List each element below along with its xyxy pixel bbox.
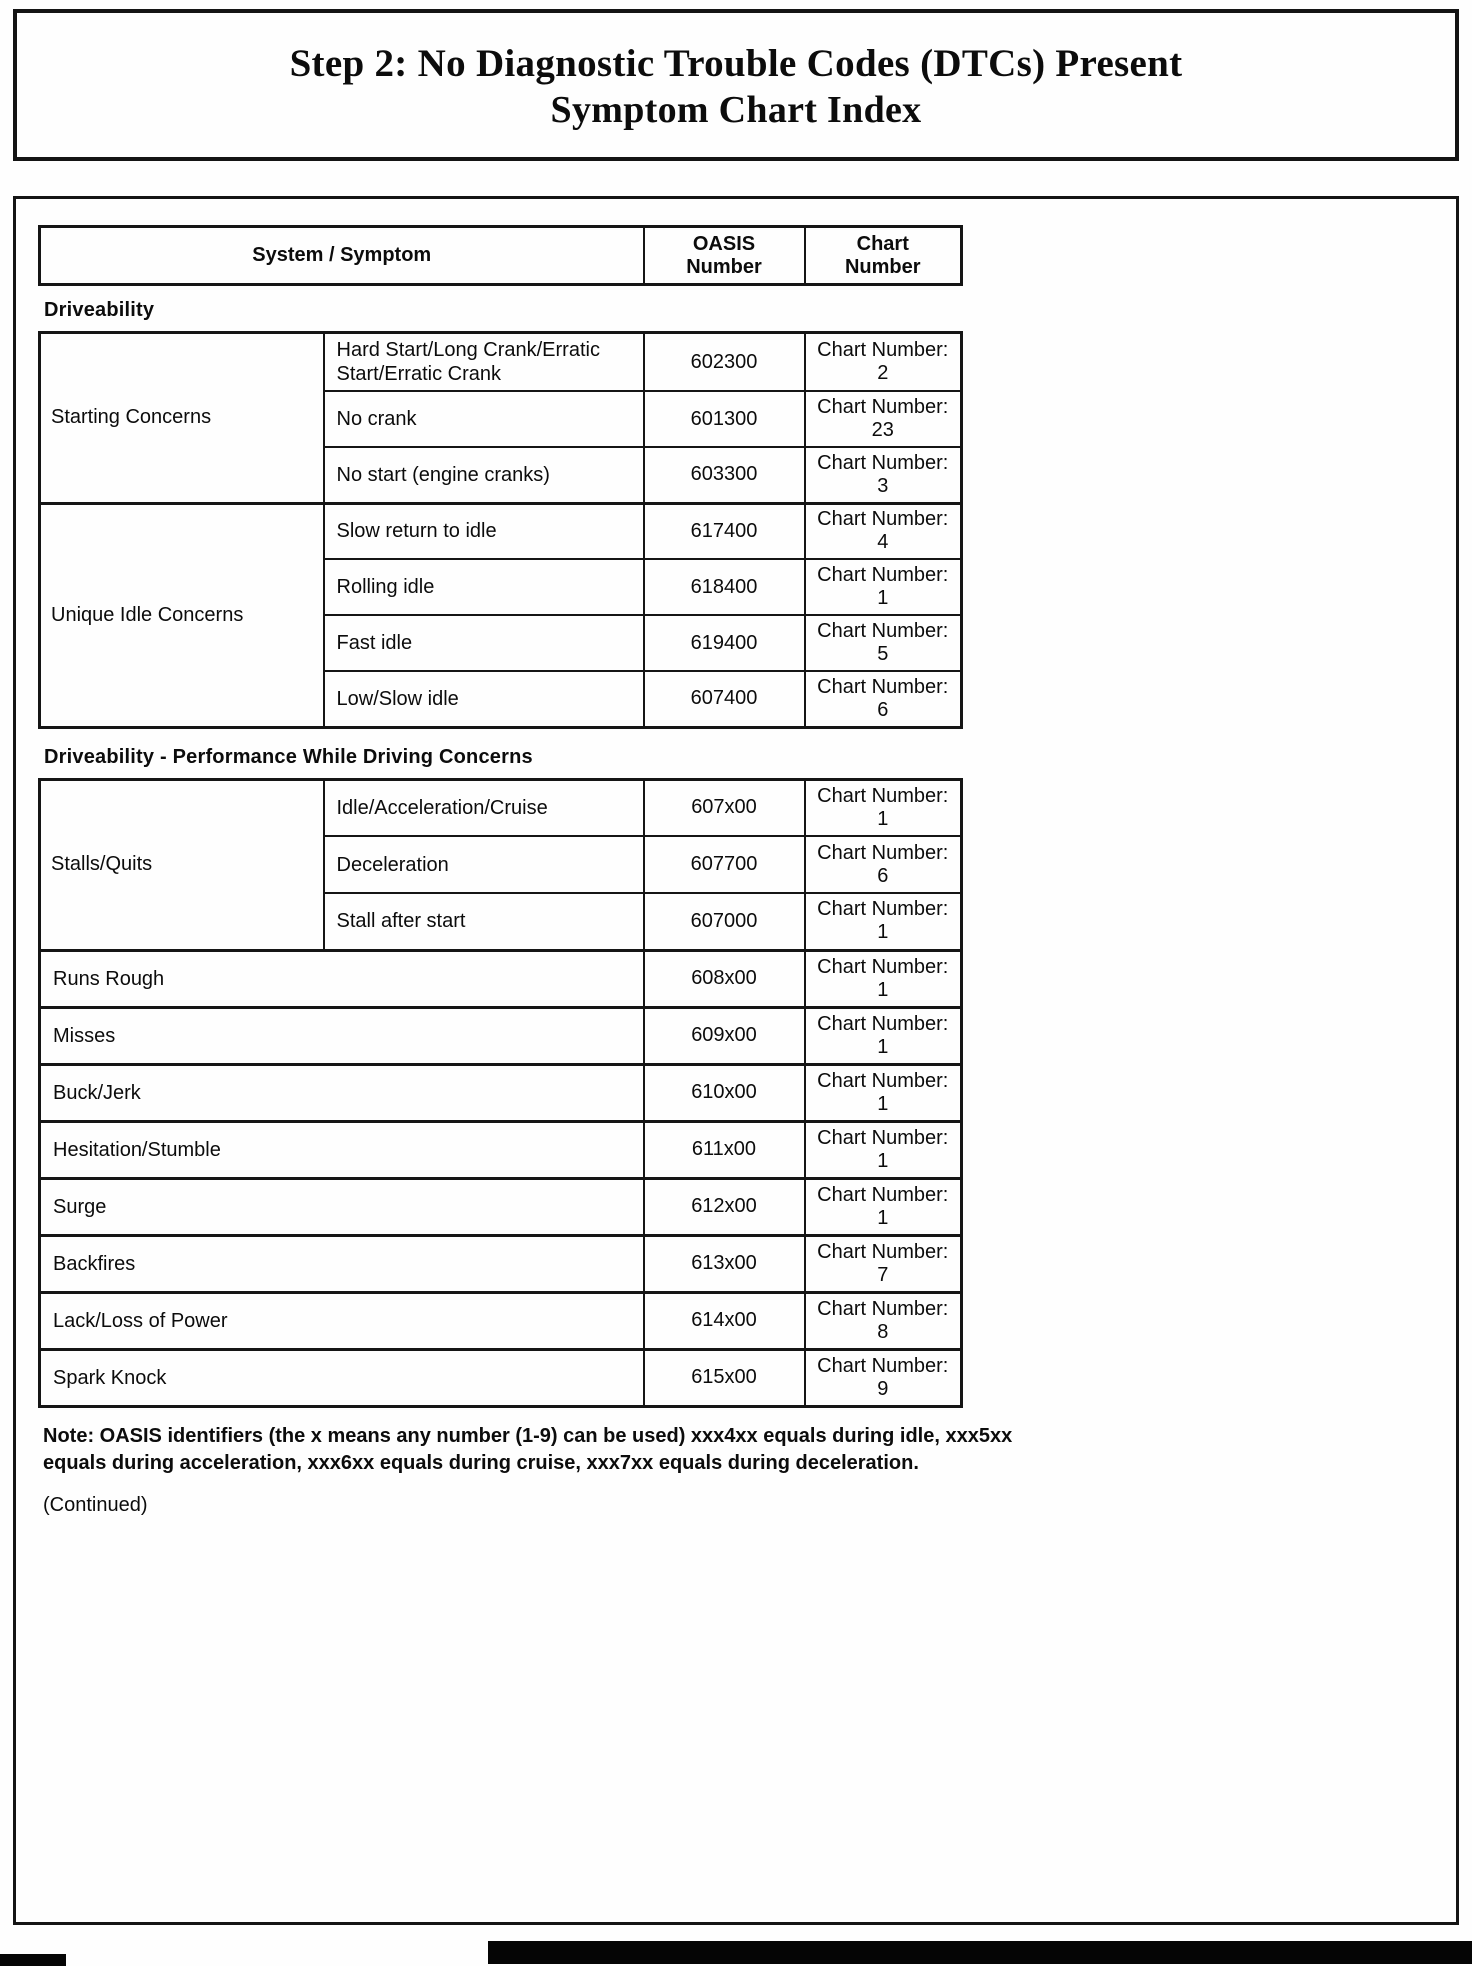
symptom-table-header <box>38 225 963 286</box>
group-cell-stalls-quits: Stalls/Quits <box>40 779 324 950</box>
chart-number: 6 <box>877 864 889 887</box>
symptom-cell: Slow return to idle <box>324 503 644 559</box>
chart-number: 8 <box>877 1320 889 1343</box>
chart-cell <box>805 333 962 392</box>
symptom-cell: Hard Start/Long Crank/Erratic Start/Erratic Crank <box>324 333 644 392</box>
page-subtitle: Symptom Chart Index <box>550 89 922 131</box>
table-row <box>40 779 962 836</box>
chart-cell <box>805 447 962 503</box>
oasis-cell: 601300 <box>644 391 805 447</box>
chart-number: 1 <box>877 1035 889 1058</box>
chart-number: 1 <box>877 1206 889 1229</box>
chart-number: 5 <box>877 643 889 665</box>
chart-cell <box>805 1121 962 1178</box>
chart-label: Chart Number: <box>817 784 949 807</box>
oasis-cell: 610x00 <box>644 1064 805 1121</box>
chart-number: 4 <box>877 531 889 554</box>
chart-cell <box>805 1178 962 1235</box>
oasis-cell: 614x00 <box>644 1292 805 1349</box>
table-row <box>40 1007 962 1064</box>
chart-label: Chart Number: <box>817 564 949 586</box>
chart-number: 1 <box>877 807 889 830</box>
table-row <box>40 1121 962 1178</box>
scan-artifact-bar <box>488 1941 1472 1964</box>
chart-cell <box>805 391 962 447</box>
oasis-cell: 608x00 <box>644 950 805 1007</box>
chart-label: Chart Number: <box>817 396 949 418</box>
symptom-cell: Rolling idle <box>324 559 644 615</box>
section-title-performance: Driveability - Performance While Driving Concerns <box>44 745 533 768</box>
chart-cell <box>805 1349 962 1406</box>
chart-label: Chart Number: <box>817 1354 949 1377</box>
table-row <box>40 1178 962 1235</box>
header-chart-number <box>805 227 962 285</box>
driveability-table <box>38 331 963 729</box>
oasis-cell: 611x00 <box>644 1121 805 1178</box>
chart-number: 6 <box>877 698 889 721</box>
chart-label: Chart Number: <box>817 620 949 642</box>
table-row <box>40 503 962 559</box>
oasis-cell: 613x00 <box>644 1235 805 1292</box>
chart-number: 1 <box>877 921 889 944</box>
chart-label: Chart Number: <box>817 675 949 698</box>
oasis-cell: 618400 <box>644 559 805 615</box>
chart-label: Chart Number: <box>817 1126 949 1149</box>
page-title: Step 2: No Diagnostic Trouble Codes (DTCs) Present <box>289 42 1183 85</box>
symptom-cell: Misses <box>40 1007 644 1064</box>
chart-label: Chart Number: <box>817 1069 949 1092</box>
chart-number: 2 <box>877 362 889 384</box>
symptom-cell: Low/Slow idle <box>324 671 644 727</box>
oasis-cell: 619400 <box>644 615 805 671</box>
title-box <box>13 9 1459 161</box>
chart-label: Chart Number: <box>817 1012 949 1035</box>
chart-cell <box>805 779 962 836</box>
content-box <box>13 196 1459 1925</box>
header-chart-line1: Chart <box>856 232 909 255</box>
chart-label: Chart Number: <box>817 451 949 474</box>
symptom-cell: Runs Rough <box>40 950 644 1007</box>
header-oasis-line1: OASIS <box>692 232 756 255</box>
chart-cell <box>805 1064 962 1121</box>
chart-label: Chart Number: <box>817 508 949 531</box>
chart-cell <box>805 559 962 615</box>
oasis-cell: 615x00 <box>644 1349 805 1406</box>
chart-label: Chart Number: <box>817 1183 949 1206</box>
chart-label: Chart Number: <box>817 1240 949 1263</box>
header-chart-line2: Number <box>844 255 921 278</box>
chart-number: 1 <box>877 587 889 609</box>
chart-number: 9 <box>877 1377 889 1400</box>
chart-number: 7 <box>877 1263 889 1286</box>
scan-artifact-dash <box>0 1954 66 1966</box>
chart-cell <box>805 671 962 727</box>
chart-cell <box>805 1235 962 1292</box>
symptom-cell: Spark Knock <box>40 1349 644 1406</box>
symptom-cell: Backfires <box>40 1235 644 1292</box>
performance-table <box>38 778 963 1408</box>
oasis-cell: 602300 <box>644 333 805 392</box>
chart-label: Chart Number: <box>817 1297 949 1320</box>
chart-label: Chart Number: <box>817 898 949 921</box>
chart-cell <box>805 503 962 559</box>
chart-label: Chart Number: <box>817 339 949 361</box>
symptom-cell: Lack/Loss of Power <box>40 1292 644 1349</box>
group-cell-starting-concerns: Starting Concerns <box>40 333 324 504</box>
chart-cell <box>805 1292 962 1349</box>
section-title-driveability: Driveability <box>44 299 155 321</box>
group-cell-unique-idle-concerns: Unique Idle Concerns <box>40 503 324 727</box>
header-system-symptom: System / Symptom <box>40 227 644 285</box>
header-oasis-line2: Number <box>686 255 762 278</box>
table-row <box>40 1235 962 1292</box>
chart-label: Chart Number: <box>817 955 949 978</box>
chart-cell <box>805 893 962 950</box>
oasis-cell: 607700 <box>644 836 805 893</box>
symptom-cell: Stall after start <box>324 893 644 950</box>
header-oasis-number <box>644 227 805 285</box>
chart-cell <box>805 950 962 1007</box>
symptom-cell: Hesitation/Stumble <box>40 1121 644 1178</box>
table-row <box>40 333 962 392</box>
oasis-cell: 609x00 <box>644 1007 805 1064</box>
chart-number: 3 <box>877 474 889 497</box>
symptom-cell: Buck/Jerk <box>40 1064 644 1121</box>
symptom-cell: Deceleration <box>324 836 644 893</box>
continued-text: (Continued) <box>43 1493 148 1516</box>
chart-cell <box>805 1007 962 1064</box>
chart-number: 1 <box>877 978 889 1001</box>
symptom-cell: Idle/Acceleration/Cruise <box>324 779 644 836</box>
oasis-cell: 607400 <box>644 671 805 727</box>
oasis-cell: 603300 <box>644 447 805 503</box>
chart-cell <box>805 615 962 671</box>
chart-number: 1 <box>877 1149 889 1172</box>
oasis-cell: 607000 <box>644 893 805 950</box>
chart-number: 1 <box>877 1092 889 1115</box>
table-row <box>40 1349 962 1406</box>
note-text: Note: OASIS identifiers (the x means any number (1-9) can be used) xxx4xx equals during idle, xxx5xx equals during acceleration, xxx6xx equals during cruise, xxx7xx equals during deceleration. <box>43 1424 1013 1474</box>
oasis-cell: 612x00 <box>644 1178 805 1235</box>
table-row <box>40 1292 962 1349</box>
symptom-cell: Fast idle <box>324 615 644 671</box>
symptom-cell: Surge <box>40 1178 644 1235</box>
chart-label: Chart Number: <box>817 841 949 864</box>
chart-cell <box>805 836 962 893</box>
table-row <box>40 1064 962 1121</box>
table-row <box>40 950 962 1007</box>
chart-number: 23 <box>871 419 894 441</box>
oasis-cell: 617400 <box>644 503 805 559</box>
header-row <box>40 227 962 285</box>
symptom-cell: No start (engine cranks) <box>324 447 644 503</box>
oasis-cell: 607x00 <box>644 779 805 836</box>
symptom-cell: No crank <box>324 391 644 447</box>
